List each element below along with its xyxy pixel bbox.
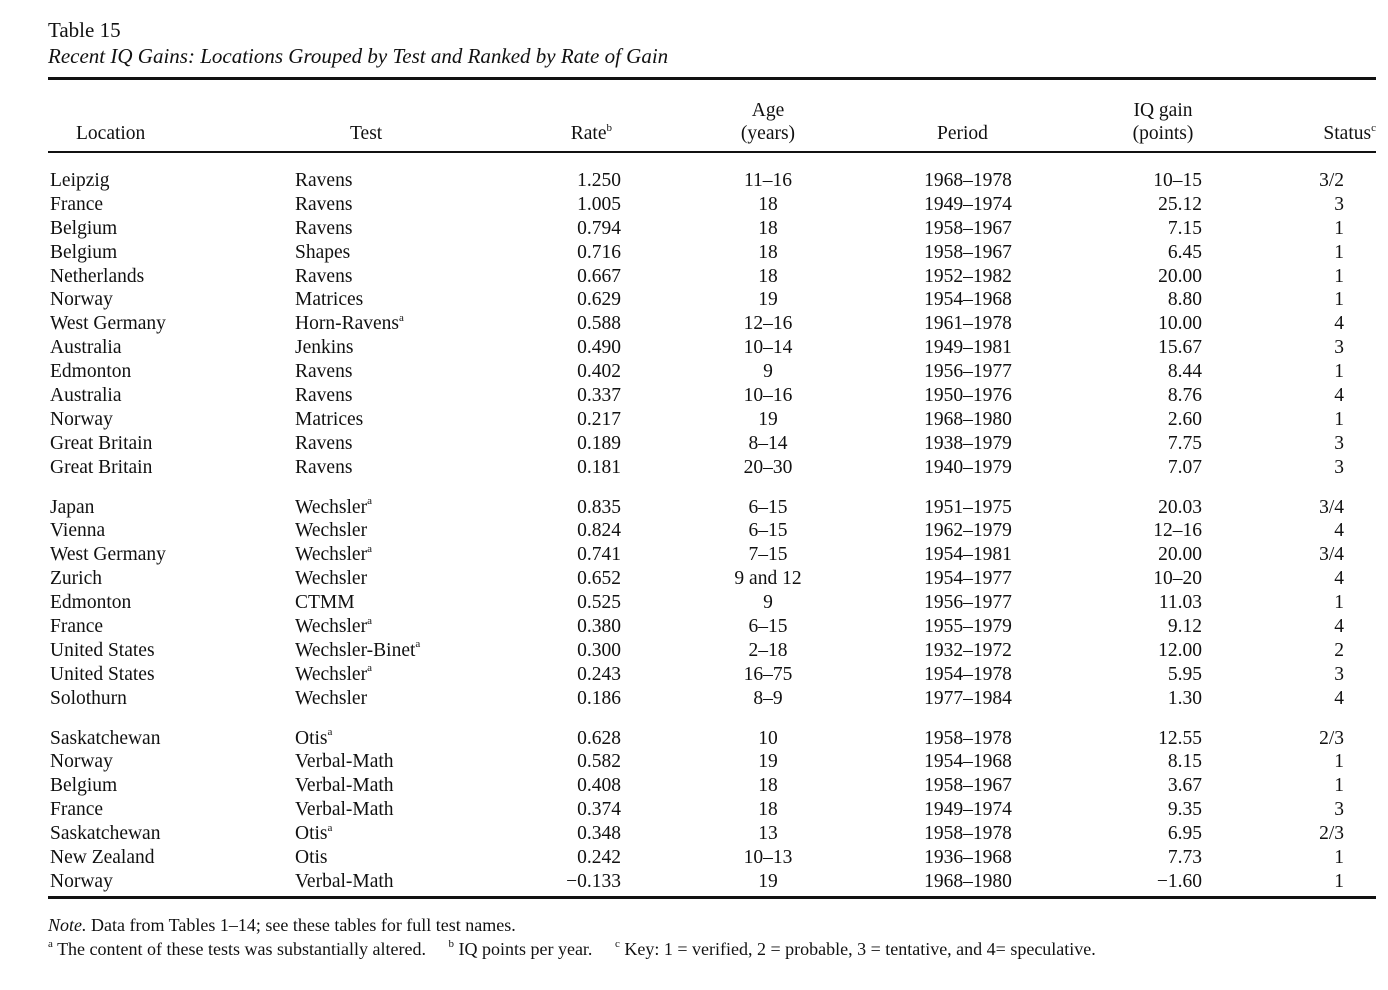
- cell-iq-gain: 7.15: [1167, 217, 1202, 239]
- cell-test: Wechsler$^a$: [295, 614, 372, 638]
- cell-location: Norway: [50, 408, 113, 430]
- cell-period: 1958–1978: [924, 823, 1012, 845]
- cell-test: Ravens: [295, 361, 353, 383]
- cell-rate: 0.588: [577, 313, 621, 335]
- table-body: [48, 153, 1376, 894]
- cell-rate: 0.181: [577, 456, 621, 478]
- cell-iq-gain: 11.03: [1158, 592, 1202, 614]
- cell-rate: 0.794: [577, 217, 621, 239]
- cell-age: 6–15: [748, 496, 788, 518]
- cell-status: 1: [1334, 751, 1344, 773]
- cell-age: 18: [758, 241, 778, 263]
- cell-location: Australia: [50, 385, 122, 407]
- cell-status: 3/2: [1319, 170, 1344, 191]
- cell-test: Ravens: [295, 170, 353, 191]
- cell-period: 1954–1981: [924, 544, 1012, 566]
- cell-location: Belgium: [50, 241, 118, 263]
- cell-status: 1: [1334, 289, 1344, 311]
- cell-status: 3: [1334, 337, 1344, 359]
- table-row: [48, 543, 1376, 567]
- footnotes-line: [48, 937, 1376, 961]
- cell-status: 4: [1334, 520, 1344, 542]
- table-row: [48, 241, 1376, 265]
- header-age: Age (years): [740, 100, 796, 144]
- cell-rate: 1.250: [577, 170, 621, 191]
- cell-location: Great Britain: [50, 456, 153, 478]
- cell-iq-gain: 15.67: [1158, 337, 1202, 359]
- cell-test: Otis$^a$: [295, 726, 333, 749]
- cell-test: Wechsler$^a$: [295, 662, 372, 685]
- cell-age: 8–9: [753, 687, 783, 709]
- cell-iq-gain: 12.55: [1158, 727, 1202, 749]
- footnote-marker: a: [415, 638, 421, 651]
- footnote-b-mark: b: [448, 937, 454, 950]
- footnote-marker: a: [367, 614, 372, 627]
- note-line: Note. Data from Tables 1–14; see these tables for full test names.: [48, 914, 516, 935]
- cell-iq-gain: 5.95: [1167, 663, 1202, 685]
- cell-period: 1968–1978: [924, 170, 1012, 191]
- cell-rate: 0.374: [577, 799, 621, 821]
- cell-age: 2–18: [748, 639, 788, 661]
- cell-rate: 0.380: [577, 616, 621, 638]
- cell-status: 1: [1334, 775, 1344, 797]
- cell-period: 1949–1974: [924, 193, 1012, 215]
- cell-status: 4: [1334, 313, 1344, 335]
- cell-age: 19: [758, 408, 778, 430]
- cell-age: 6–15: [748, 616, 788, 638]
- cell-iq-gain: 10.00: [1158, 313, 1202, 335]
- table-row: [48, 193, 1376, 217]
- cell-iq-gain: 7.75: [1167, 432, 1202, 454]
- cell-rate: 0.667: [577, 265, 621, 287]
- table-row: [48, 639, 1376, 663]
- table-row: [48, 336, 1376, 360]
- cell-age: 18: [758, 775, 778, 797]
- cell-iq-gain: 6.95: [1167, 823, 1202, 845]
- cell-iq-gain: 10–15: [1153, 170, 1202, 191]
- footnote-marker: a: [367, 662, 372, 675]
- cell-period: 1956–1977: [924, 361, 1012, 383]
- table-row: [48, 591, 1376, 615]
- footnote-a: The content of these tests was substantially altered.: [52, 938, 426, 959]
- cell-status: 2/3: [1319, 823, 1344, 845]
- table-row: [48, 567, 1376, 591]
- cell-status: 3: [1334, 663, 1344, 685]
- cell-period: 1940–1979: [924, 456, 1012, 478]
- cell-rate: 0.300: [577, 639, 621, 661]
- cell-period: 1961–1978: [924, 313, 1012, 335]
- cell-iq-gain: 8.44: [1167, 361, 1202, 383]
- cell-age: 19: [758, 751, 778, 773]
- cell-test: Verbal-Math: [295, 799, 394, 821]
- cell-location: Norway: [50, 751, 113, 773]
- cell-iq-gain: 8.15: [1167, 751, 1202, 773]
- cell-status: 1: [1334, 592, 1344, 614]
- table-row: [48, 288, 1376, 312]
- footnote-c-mark: c: [614, 937, 620, 950]
- cell-iq-gain: 20.03: [1158, 496, 1202, 518]
- cell-location: Saskatchewan: [50, 823, 161, 845]
- cell-status: 3/4: [1319, 496, 1344, 518]
- cell-status: 4: [1334, 568, 1344, 590]
- cell-rate: 0.337: [577, 385, 621, 407]
- table-number: Table 15: [48, 18, 121, 42]
- table-row: [48, 265, 1376, 289]
- footnote-marker: a: [367, 542, 372, 555]
- cell-rate: 0.408: [577, 775, 621, 797]
- cell-status: 1: [1334, 241, 1344, 263]
- cell-rate: 0.628: [577, 727, 621, 749]
- cell-location: Zurich: [50, 568, 102, 590]
- cell-location: Belgium: [50, 217, 118, 239]
- cell-rate: 0.629: [577, 289, 621, 311]
- footnote-marker: a: [367, 495, 372, 508]
- cell-location: Australia: [50, 337, 122, 359]
- footnote-c: Key: 1 = verified, 2 = probable, 3 = tentative, and 4= speculative.: [619, 938, 1096, 959]
- cell-status: 4: [1334, 616, 1344, 638]
- cell-iq-gain: 20.00: [1158, 544, 1202, 566]
- cell-location: New Zealand: [50, 847, 155, 869]
- cell-location: Great Britain: [50, 432, 153, 454]
- cell-location: France: [50, 193, 104, 215]
- header-location: Location: [76, 123, 146, 144]
- cell-location: France: [50, 799, 104, 821]
- table-row: [48, 798, 1376, 822]
- cell-test: Matrices: [295, 408, 364, 430]
- cell-age: 13: [758, 823, 778, 845]
- cell-test: Otis: [295, 847, 328, 869]
- table-row: [48, 727, 1376, 751]
- cell-test: Verbal-Math: [295, 870, 394, 892]
- cell-test: Ravens: [295, 456, 353, 478]
- table-row: [48, 456, 1376, 480]
- cell-age: 10–14: [743, 337, 793, 359]
- cell-rate: −0.133: [566, 870, 621, 892]
- cell-rate: 0.348: [577, 823, 621, 845]
- cell-period: 1956–1977: [924, 592, 1012, 614]
- cell-rate: 0.716: [577, 241, 621, 263]
- cell-age: 8–14: [748, 432, 788, 454]
- cell-status: 4: [1334, 385, 1344, 407]
- cell-iq-gain: 3.67: [1167, 775, 1202, 797]
- cell-status: 1: [1334, 217, 1344, 239]
- header-test: Test: [350, 123, 383, 144]
- cell-age: 10: [758, 727, 778, 749]
- table-row: [48, 169, 1376, 193]
- cell-period: 1955–1979: [924, 616, 1012, 638]
- cell-location: Saskatchewan: [50, 727, 161, 749]
- cell-period: 1949–1974: [924, 799, 1012, 821]
- cell-status: 2: [1334, 639, 1344, 661]
- cell-status: 4: [1334, 687, 1344, 709]
- cell-age: 16–75: [743, 663, 793, 685]
- table-row: [48, 687, 1376, 711]
- cell-age: 9: [763, 592, 773, 614]
- cell-age: 19: [758, 289, 778, 311]
- cell-iq-gain: 2.60: [1167, 408, 1202, 430]
- cell-period: 1977–1984: [924, 687, 1012, 709]
- cell-iq-gain: 7.07: [1167, 456, 1202, 478]
- cell-location: Edmonton: [50, 592, 132, 614]
- cell-age: 20–30: [743, 456, 793, 478]
- cell-test: Verbal-Math: [295, 751, 394, 773]
- cell-age: 9: [763, 361, 773, 383]
- table-row: [48, 870, 1376, 894]
- cell-test: Ravens: [295, 432, 353, 454]
- cell-iq-gain: 25.12: [1158, 193, 1202, 215]
- cell-age: 6–15: [748, 520, 788, 542]
- cell-rate: 0.652: [577, 568, 621, 590]
- cell-location: Solothurn: [50, 687, 127, 709]
- cell-period: 1958–1967: [924, 217, 1012, 239]
- cell-iq-gain: 12.00: [1158, 639, 1202, 661]
- bottom-rule: [48, 896, 1376, 899]
- cell-iq-gain: 9.35: [1167, 799, 1202, 821]
- header-iq-gain: IQ gain (points): [1132, 100, 1194, 144]
- footnote-b: IQ points per year.: [453, 938, 593, 959]
- cell-rate: 0.402: [577, 361, 621, 383]
- cell-status: 3/4: [1319, 544, 1344, 566]
- footnote-marker: a: [398, 311, 404, 324]
- row-group: [48, 496, 1376, 711]
- cell-iq-gain: 8.80: [1167, 289, 1202, 311]
- cell-status: 3: [1334, 799, 1344, 821]
- cell-age: 9 and 12: [734, 568, 802, 590]
- cell-age: 10–13: [743, 847, 793, 869]
- cell-rate: 0.186: [577, 687, 621, 709]
- row-group: [48, 727, 1376, 894]
- cell-test: Wechsler: [295, 520, 368, 542]
- header-status: Status$^c$: [1323, 121, 1376, 144]
- cell-age: 7–15: [748, 544, 788, 566]
- cell-iq-gain: 20.00: [1158, 265, 1202, 287]
- cell-test: Wechsler-Binet$^a$: [295, 638, 421, 661]
- cell-location: Netherlands: [50, 265, 145, 287]
- cell-rate: 0.525: [577, 592, 621, 614]
- cell-location: Japan: [50, 496, 95, 518]
- cell-status: 1: [1334, 361, 1344, 383]
- table-notes: [48, 913, 1376, 961]
- cell-rate: 0.741: [577, 544, 621, 566]
- cell-rate: 0.243: [577, 663, 621, 685]
- table-row: [48, 384, 1376, 408]
- table-header: [48, 80, 1376, 151]
- cell-rate: 0.582: [577, 751, 621, 773]
- cell-period: 1958–1967: [924, 241, 1012, 263]
- cell-rate: 0.824: [577, 520, 621, 542]
- cell-status: 1: [1334, 265, 1344, 287]
- table-row: [48, 615, 1376, 639]
- cell-rate: 0.217: [577, 408, 621, 430]
- footnote-a-mark: a: [48, 937, 53, 950]
- cell-iq-gain: 12–16: [1153, 520, 1202, 542]
- cell-period: 1968–1980: [924, 870, 1012, 892]
- row-group: [48, 169, 1376, 480]
- cell-period: 1951–1975: [924, 496, 1012, 518]
- cell-test: Ravens: [295, 217, 353, 239]
- cell-location: West Germany: [50, 544, 166, 566]
- cell-period: 1954–1978: [924, 663, 1012, 685]
- header-period: Period: [937, 123, 988, 144]
- cell-iq-gain: 6.45: [1167, 241, 1202, 263]
- cell-age: 10–16: [743, 385, 793, 407]
- cell-period: 1949–1981: [924, 337, 1012, 359]
- table-row: [48, 774, 1376, 798]
- cell-status: 1: [1334, 847, 1344, 869]
- cell-test: Otis$^a$: [295, 821, 333, 845]
- cell-period: 1954–1968: [924, 751, 1012, 773]
- cell-age: 18: [758, 265, 778, 287]
- table-row: [48, 408, 1376, 432]
- cell-period: 1952–1982: [924, 265, 1012, 287]
- cell-rate: 0.242: [577, 847, 621, 869]
- footnote-marker: a: [327, 726, 333, 739]
- cell-iq-gain: −1.60: [1156, 870, 1202, 892]
- cell-location: United States: [50, 663, 155, 685]
- cell-period: 1932–1972: [924, 639, 1012, 661]
- table-title: Recent IQ Gains: Locations Grouped by Test and Ranked by Rate of Gain: [48, 44, 669, 68]
- cell-location: Belgium: [50, 775, 118, 797]
- cell-period: 1938–1979: [924, 432, 1012, 454]
- cell-age: 11–16: [743, 170, 793, 191]
- cell-test: Wechsler: [295, 687, 368, 709]
- cell-iq-gain: 9.12: [1167, 616, 1202, 638]
- cell-location: Norway: [50, 289, 113, 311]
- cell-test: Ravens: [295, 193, 353, 215]
- table-document: [48, 18, 1376, 961]
- cell-rate: 0.835: [577, 496, 621, 518]
- table-row: [48, 663, 1376, 687]
- cell-status: 3: [1334, 193, 1344, 215]
- cell-age: 12–16: [743, 313, 793, 335]
- footnote-marker: a: [327, 821, 333, 834]
- cell-location: Leipzig: [50, 170, 110, 191]
- cell-period: 1958–1978: [924, 727, 1012, 749]
- cell-location: United States: [50, 639, 155, 661]
- cell-test: Matrices: [295, 289, 364, 311]
- cell-period: 1962–1979: [924, 520, 1012, 542]
- cell-period: 1954–1977: [924, 568, 1012, 590]
- cell-test: Ravens: [295, 385, 353, 407]
- cell-age: 18: [758, 799, 778, 821]
- cell-test: Wechsler$^a$: [295, 542, 372, 566]
- cell-rate: 0.490: [577, 337, 621, 359]
- table-row: [48, 360, 1376, 384]
- cell-iq-gain: 10–20: [1153, 568, 1202, 590]
- cell-age: 18: [758, 193, 778, 215]
- cell-status: 1: [1334, 408, 1344, 430]
- cell-iq-gain: 7.73: [1167, 847, 1202, 869]
- cell-test: Shapes: [295, 241, 351, 263]
- cell-status: 1: [1334, 870, 1344, 892]
- cell-status: 3: [1334, 432, 1344, 454]
- cell-location: Vienna: [50, 520, 106, 542]
- table-row: [48, 217, 1376, 241]
- cell-period: 1968–1980: [924, 408, 1012, 430]
- cell-status: 2/3: [1319, 727, 1344, 749]
- table-row: [48, 750, 1376, 774]
- cell-test: Jenkins: [295, 337, 354, 359]
- cell-location: Norway: [50, 870, 113, 892]
- cell-iq-gain: 1.30: [1167, 687, 1202, 709]
- cell-period: 1936–1968: [924, 847, 1012, 869]
- header-rate: Rate$^b$: [570, 121, 612, 144]
- cell-age: 18: [758, 217, 778, 239]
- cell-rate: 1.005: [577, 193, 621, 215]
- cell-test: CTMM: [295, 592, 355, 614]
- cell-test: Wechsler$^a$: [295, 495, 372, 518]
- table-row: [48, 822, 1376, 846]
- cell-test: Ravens: [295, 265, 353, 287]
- table-row: [48, 519, 1376, 543]
- cell-test: Horn-Ravens$^a$: [295, 311, 404, 335]
- cell-period: 1950–1976: [924, 385, 1012, 407]
- cell-rate: 0.189: [577, 432, 621, 454]
- cell-period: 1954–1968: [924, 289, 1012, 311]
- cell-status: 3: [1334, 456, 1344, 478]
- cell-test: Wechsler: [295, 568, 368, 590]
- cell-location: France: [50, 616, 104, 638]
- cell-age: 19: [758, 870, 778, 892]
- table-row: [48, 312, 1376, 336]
- table-row: [48, 432, 1376, 456]
- cell-location: Edmonton: [50, 361, 132, 383]
- cell-location: West Germany: [50, 313, 166, 335]
- cell-iq-gain: 8.76: [1167, 385, 1202, 407]
- table-row: [48, 496, 1376, 520]
- table-row: [48, 846, 1376, 870]
- cell-test: Verbal-Math: [295, 775, 394, 797]
- cell-period: 1958–1967: [924, 775, 1012, 797]
